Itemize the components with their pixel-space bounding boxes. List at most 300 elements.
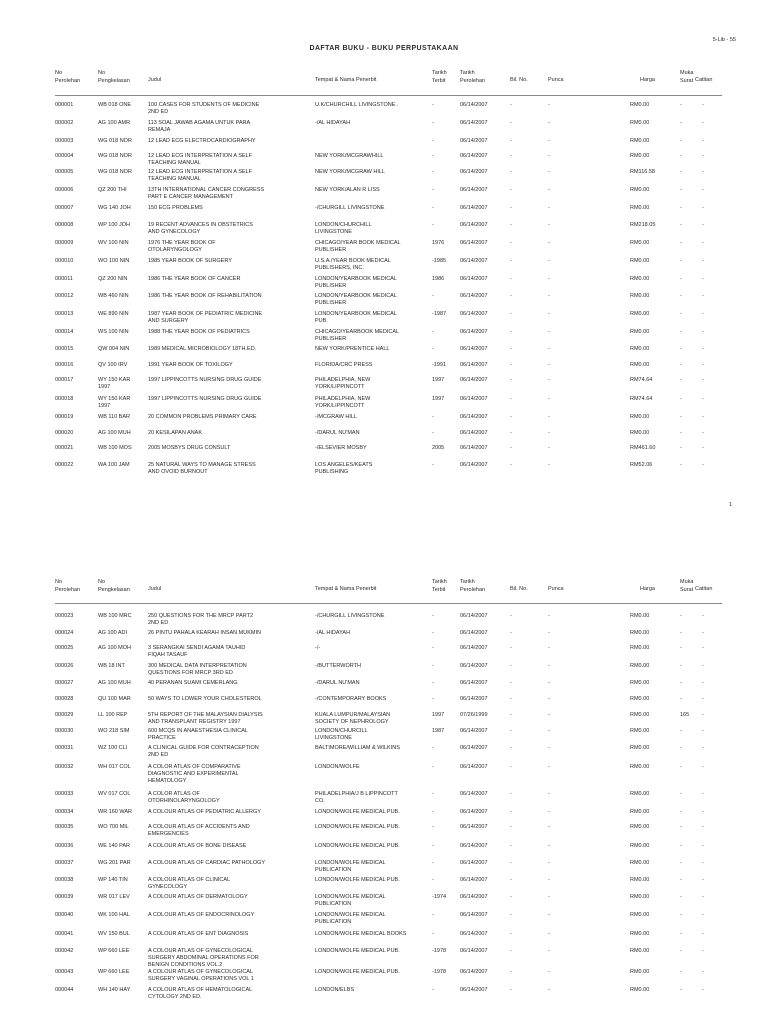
- cell-tarikh-terbit: -: [432, 791, 434, 797]
- cell-muka-surat: -: [680, 764, 682, 770]
- cell-harga: RM0.00: [630, 240, 650, 246]
- cell-muka-surat: -: [680, 843, 682, 849]
- cell-judul: 1986 THE YEAR BOOK OF CANCER: [148, 276, 241, 282]
- cell-tarikh-perolehan: 06/14/2007: [460, 877, 488, 883]
- cell-no-pengkelasan: WP 660 LEE: [98, 948, 130, 954]
- cell-judul: A COLOUR ATLAS OF CLINICAL GYNECOLOGY: [148, 877, 231, 891]
- cell-muka-surat: -: [680, 153, 682, 159]
- cell-bil-no: -: [510, 824, 512, 830]
- cell-harga: RM0.00: [630, 329, 650, 335]
- cell-punca: -: [548, 712, 550, 718]
- cell-judul: 1976 THE YEAR BOOK OF OTOLARYNGOLOGY: [148, 240, 216, 254]
- cell-no-perolehan: 000043: [55, 969, 74, 975]
- cell-tarikh-terbit: 1997: [432, 396, 445, 402]
- cell-muka-surat: -: [680, 377, 682, 383]
- cell-no-pengkelasan: WV 100 NIN: [98, 240, 129, 246]
- cell-tarikh-terbit: -: [432, 222, 434, 228]
- cell-tarikh-terbit: -: [432, 153, 434, 159]
- cell-bil-no: -: [510, 894, 512, 900]
- cell-no-pengkelasan: WV 150 BUL: [98, 931, 130, 937]
- cell-catitan: -: [702, 860, 704, 866]
- cell-no-perolehan: 000033: [55, 791, 74, 797]
- cell-punca: -: [548, 120, 550, 126]
- cell-punca: -: [548, 969, 550, 975]
- cell-judul: A COLOUR ATLAS OF ENDOCRINOLOGY: [148, 912, 255, 918]
- cell-catitan: -: [702, 258, 704, 264]
- cell-no-pengkelasan: WV 017 COL: [98, 791, 131, 797]
- cell-catitan: -: [702, 293, 704, 299]
- header-tarikh-perolehan: Tarikh Perolehan: [460, 70, 486, 84]
- cell-judul: A COLOUR ATLAS OF BONE DISEASE: [148, 843, 247, 849]
- cell-no-perolehan: 000038: [55, 877, 74, 883]
- cell-judul: 19 RECENT ADVANCES IN OBSTETRICS AND GYNECOLOGY: [148, 222, 253, 236]
- cell-punca: -: [548, 102, 550, 108]
- header-harga: Harga: [640, 586, 655, 592]
- cell-no-pengkelasan: WO 100 NIN: [98, 258, 130, 264]
- cell-muka-surat: -: [680, 630, 682, 636]
- cell-tarikh-terbit: -: [432, 120, 434, 126]
- cell-penerbit: CHICAGO/YEAR BOOK MEDICAL PUBLISHER: [315, 240, 401, 254]
- cell-punca: -: [548, 430, 550, 436]
- cell-bil-no: -: [510, 764, 512, 770]
- cell-no-pengkelasan: WG 018 NOR: [98, 153, 132, 159]
- cell-tarikh-perolehan: 06/14/2007: [460, 293, 488, 299]
- cell-catitan: -: [702, 630, 704, 636]
- cell-no-perolehan: 000040: [55, 912, 74, 918]
- cell-bil-no: -: [510, 969, 512, 975]
- cell-punca: -: [548, 680, 550, 686]
- cell-no-perolehan: 000037: [55, 860, 74, 866]
- cell-punca: -: [548, 912, 550, 918]
- cell-muka-surat: -: [680, 293, 682, 299]
- cell-catitan: -: [702, 764, 704, 770]
- cell-harga: RM0.00: [630, 430, 650, 436]
- cell-muka-surat: -: [680, 613, 682, 619]
- cell-penerbit: LONDON/CHURCILL LIVINGSTONE: [315, 728, 368, 742]
- cell-punca: -: [548, 645, 550, 651]
- cell-judul: 13TH INTERNATIONAL CANCER CONGRESS PART E CANCER MANAGEMENT: [148, 187, 265, 201]
- cell-harga: RM0.00: [630, 613, 650, 619]
- cell-tarikh-terbit: -: [432, 613, 434, 619]
- cell-tarikh-perolehan: 06/14/2007: [460, 120, 488, 126]
- cell-penerbit: -/CHURGILL LIVINGSTONE: [315, 205, 385, 211]
- header-muka-surat: Muka Surat: [680, 579, 694, 593]
- cell-tarikh-perolehan: 06/14/2007: [460, 430, 488, 436]
- cell-penerbit: LONDON/YEARBOOK MEDICAL PUB.: [315, 311, 397, 325]
- cell-catitan: -: [702, 205, 704, 211]
- cell-harga: RM0.00: [630, 205, 650, 211]
- cell-no-perolehan: 000014: [55, 329, 74, 335]
- cell-judul: 2005 MOSBYS DRUG CONSULT: [148, 445, 231, 451]
- cell-punca: -: [548, 877, 550, 883]
- cell-muka-surat: -: [680, 791, 682, 797]
- cell-harga: RM218.05: [630, 222, 656, 228]
- cell-muka-surat: 165: [680, 712, 690, 718]
- cell-no-perolehan: 000035: [55, 824, 74, 830]
- cell-tarikh-perolehan: 06/14/2007: [460, 645, 488, 651]
- cell-no-pengkelasan: QU 100 MAR: [98, 696, 131, 702]
- cell-judul: 20 COMMON PROBLEMS PRIMARY CARE: [148, 414, 257, 420]
- cell-harga: RM52.06: [630, 462, 653, 468]
- cell-no-perolehan: 000027: [55, 680, 74, 686]
- cell-bil-no: -: [510, 240, 512, 246]
- cell-punca: -: [548, 745, 550, 751]
- cell-tarikh-terbit: -: [432, 824, 434, 830]
- cell-no-pengkelasan: LL 100 REP: [98, 712, 128, 718]
- cell-harga: RM0.00: [630, 696, 650, 702]
- cell-no-pengkelasan: WG 018 NOR: [98, 138, 132, 144]
- cell-tarikh-perolehan: 06/14/2007: [460, 680, 488, 686]
- cell-penerbit: LONDON/WOLFE MEDICAL PUB.: [315, 877, 400, 883]
- cell-tarikh-perolehan: 06/14/2007: [460, 894, 488, 900]
- cell-muka-surat: -: [680, 222, 682, 228]
- cell-catitan: -: [702, 102, 704, 108]
- cell-penerbit: PHILADELPHIA, NEW YORK/LIPPINCOTT: [315, 377, 371, 391]
- cell-harga: RM0.00: [630, 764, 650, 770]
- cell-tarikh-perolehan: 06/14/2007: [460, 362, 488, 368]
- cell-penerbit: LONDON/WOLFE MEDICAL PUB.: [315, 824, 400, 830]
- cell-penerbit: U.S.A./YEAR BOOK MEDICAL PUBLISHERS, INC.: [315, 258, 391, 272]
- cell-no-pengkelasan: AG 100 MUH: [98, 430, 131, 436]
- cell-no-perolehan: 000036: [55, 843, 74, 849]
- header-harga: Harga: [640, 77, 655, 83]
- cell-bil-no: -: [510, 912, 512, 918]
- cell-punca: -: [548, 276, 550, 282]
- cell-penerbit: LOS ANGELES/KEATS PUBLISHING: [315, 462, 373, 476]
- cell-no-pengkelasan: WR 017 LEV: [98, 894, 130, 900]
- cell-punca: -: [548, 445, 550, 451]
- cell-no-pengkelasan: QZ 200 NIN: [98, 276, 128, 282]
- cell-punca: -: [548, 764, 550, 770]
- cell-penerbit: -/ELSEVIER MOSBY: [315, 445, 367, 451]
- cell-bil-no: -: [510, 362, 512, 368]
- cell-no-perolehan: 000018: [55, 396, 74, 402]
- cell-bil-no: -: [510, 680, 512, 686]
- cell-no-pengkelasan: AG 100 MUH: [98, 680, 131, 686]
- cell-tarikh-terbit: 1986: [432, 276, 445, 282]
- cell-bil-no: -: [510, 120, 512, 126]
- cell-catitan: -: [702, 663, 704, 669]
- cell-harga: RM0.00: [630, 293, 650, 299]
- cell-penerbit: U.K/CHURCHILL LIVINGSTONE .: [315, 102, 399, 108]
- cell-tarikh-terbit: -: [432, 414, 434, 420]
- cell-judul: A COLOUR ATLAS OF GYNECOLOGICAL SURGERY VAGINAL OPERATIONS VOL 1: [148, 969, 254, 983]
- cell-bil-no: -: [510, 153, 512, 159]
- cell-harga: RM0.00: [630, 728, 650, 734]
- cell-no-perolehan: 000013: [55, 311, 74, 317]
- cell-no-perolehan: 000042: [55, 948, 74, 954]
- cell-no-perolehan: 000015: [55, 346, 74, 352]
- cell-judul: 600 MCQS IN ANAESTHESIA CLINICAL PRACTICE: [148, 728, 248, 742]
- cell-judul: 5TH REPORT OF THE MALAYSIAN DIALYSIS AND TRANSPLANT REGISTRY 1997: [148, 712, 263, 726]
- cell-punca: -: [548, 187, 550, 193]
- cell-no-perolehan: 000031: [55, 745, 74, 751]
- cell-tarikh-perolehan: 06/14/2007: [460, 791, 488, 797]
- cell-harga: RM0.00: [630, 948, 650, 954]
- cell-catitan: -: [702, 430, 704, 436]
- cell-penerbit: NEW YORK/PRENTICE HALL: [315, 346, 390, 352]
- cell-catitan: -: [702, 728, 704, 734]
- cell-catitan: -: [702, 809, 704, 815]
- cell-punca: -: [548, 843, 550, 849]
- cell-catitan: -: [702, 445, 704, 451]
- cell-bil-no: -: [510, 276, 512, 282]
- cell-tarikh-terbit: -: [432, 745, 434, 751]
- table-header: [0, 579, 768, 603]
- cell-no-perolehan: 000024: [55, 630, 74, 636]
- cell-tarikh-terbit: -1991: [432, 362, 447, 368]
- cell-tarikh-terbit: -: [432, 293, 434, 299]
- cell-tarikh-terbit: -: [432, 138, 434, 144]
- cell-no-perolehan: 000041: [55, 931, 74, 937]
- cell-no-perolehan: 000010: [55, 258, 74, 264]
- cell-muka-surat: -: [680, 696, 682, 702]
- cell-muka-surat: -: [680, 745, 682, 751]
- cell-no-perolehan: 000017: [55, 377, 74, 383]
- cell-harga: RM0.00: [630, 276, 650, 282]
- cell-catitan: -: [702, 745, 704, 751]
- cell-judul: A CLINICAL GUIDE FOR CONTRACEPTION 2ND ED: [148, 745, 259, 759]
- cell-no-perolehan: 000001: [55, 102, 74, 108]
- cell-no-perolehan: 000006: [55, 187, 74, 193]
- cell-tarikh-perolehan: 06/14/2007: [460, 764, 488, 770]
- cell-catitan: -: [702, 311, 704, 317]
- cell-penerbit: -/-: [315, 645, 321, 651]
- cell-tarikh-terbit: -1978: [432, 969, 447, 975]
- cell-bil-no: -: [510, 377, 512, 383]
- cell-punca: -: [548, 396, 550, 402]
- cell-judul: 3 SERANGKAI SENDI AGAMA TAUHID FIQAH TASAUF: [148, 645, 246, 659]
- cell-no-pengkelasan: WB 18 INT: [98, 663, 125, 669]
- cell-harga: RM0.00: [630, 153, 650, 159]
- cell-punca: -: [548, 329, 550, 335]
- cell-tarikh-terbit: -: [432, 462, 434, 468]
- cell-catitan: -: [702, 680, 704, 686]
- cell-punca: -: [548, 205, 550, 211]
- cell-tarikh-terbit: -: [432, 187, 434, 193]
- cell-tarikh-perolehan: 06/14/2007: [460, 138, 488, 144]
- cell-catitan: -: [702, 169, 704, 175]
- cell-tarikh-terbit: -: [432, 630, 434, 636]
- cell-judul: 1997 LIPPINCOTTS NURSING DRUG GUIDE: [148, 396, 262, 402]
- cell-tarikh-terbit: -: [432, 102, 434, 108]
- cell-tarikh-perolehan: 06/14/2007: [460, 222, 488, 228]
- cell-no-perolehan: 000032: [55, 764, 74, 770]
- cell-judul: 12 LEAD ECG INTERPRETATION A SELF TEACHING MANUAL: [148, 153, 253, 167]
- cell-muka-surat: -: [680, 240, 682, 246]
- cell-bil-no: -: [510, 663, 512, 669]
- cell-tarikh-perolehan: 06/14/2007: [460, 696, 488, 702]
- cell-muka-surat: -: [680, 987, 682, 993]
- cell-no-pengkelasan: WP 660 LEE: [98, 969, 130, 975]
- cell-tarikh-perolehan: 06/14/2007: [460, 153, 488, 159]
- cell-penerbit: NEW YORK/ALAN R LISS: [315, 187, 380, 193]
- cell-judul: 1986 THE YEAR BOOK OF REHABILITATION: [148, 293, 262, 299]
- cell-harga: RM0.00: [630, 258, 650, 264]
- cell-harga: RM0.00: [630, 102, 650, 108]
- cell-no-pengkelasan: WE 140 PAR: [98, 843, 130, 849]
- cell-judul: 250 QUESTIONS FOR THE MRCP PART2 2ND ED: [148, 613, 254, 627]
- cell-judul: 113 SOAL JAWAB AGAMA UNTUK PARA REMAJA: [148, 120, 251, 134]
- cell-bil-no: -: [510, 462, 512, 468]
- cell-punca: -: [548, 311, 550, 317]
- cell-muka-surat: -: [680, 824, 682, 830]
- cell-tarikh-perolehan: 06/14/2007: [460, 205, 488, 211]
- cell-bil-no: -: [510, 728, 512, 734]
- cell-no-perolehan: 000011: [55, 276, 73, 282]
- cell-bil-no: -: [510, 630, 512, 636]
- cell-harga: RM0.00: [630, 138, 650, 144]
- header-tarikh-perolehan: Tarikh Perolehan: [460, 579, 486, 593]
- cell-no-perolehan: 000029: [55, 712, 74, 718]
- cell-tarikh-perolehan: 06/14/2007: [460, 663, 488, 669]
- cell-tarikh-terbit: -: [432, 169, 434, 175]
- cell-no-pengkelasan: WP 100 JOH: [98, 222, 130, 228]
- cell-penerbit: -/AL HIDAYAH: [315, 630, 351, 636]
- cell-tarikh-terbit: -: [432, 696, 434, 702]
- cell-no-perolehan: 000025: [55, 645, 74, 651]
- cell-tarikh-perolehan: 06/14/2007: [460, 414, 488, 420]
- cell-harga: RM0.00: [630, 362, 650, 368]
- cell-judul: 150 ECG PROBLEMS: [148, 205, 203, 211]
- cell-bil-no: -: [510, 258, 512, 264]
- cell-judul: A COLOUR ATLAS OF DERMATOLOGY: [148, 894, 248, 900]
- cell-penerbit: -/CONTEMPORARY BOOKS: [315, 696, 387, 702]
- cell-judul: 1991 YEAR BOOK OF TOXILOGY: [148, 362, 233, 368]
- cell-punca: -: [548, 346, 550, 352]
- cell-tarikh-perolehan: 06/14/2007: [460, 346, 488, 352]
- cell-penerbit: BALTIMORE/WILLIAM & WILKINS: [315, 745, 400, 751]
- cell-tarikh-perolehan: 07/26/1999: [460, 712, 488, 718]
- cell-bil-no: -: [510, 931, 512, 937]
- header-no-pengkelasan: No Pengkelasan: [98, 579, 130, 593]
- cell-harga: RM0.00: [630, 912, 650, 918]
- cell-muka-surat: -: [680, 396, 682, 402]
- cell-no-pengkelasan: WG 140 JOH: [98, 205, 131, 211]
- cell-harga: RM0.00: [630, 120, 650, 126]
- cell-harga: RM461.60: [630, 445, 656, 451]
- cell-tarikh-perolehan: 06/14/2007: [460, 931, 488, 937]
- cell-catitan: -: [702, 120, 704, 126]
- cell-tarikh-terbit: -1985: [432, 258, 447, 264]
- cell-bil-no: -: [510, 311, 512, 317]
- cell-penerbit: PHILADELPHIA/J B LIPPINCOTT CO.: [315, 791, 398, 805]
- footer-page-number: 1: [728, 502, 732, 508]
- header-catitan: Catitan: [695, 77, 713, 83]
- cell-tarikh-perolehan: 06/14/2007: [460, 809, 488, 815]
- cell-no-perolehan: 000012: [55, 293, 74, 299]
- cell-no-perolehan: 000009: [55, 240, 74, 246]
- cell-penerbit: NEW YORK/MCGRAWHILL: [315, 153, 384, 159]
- cell-judul: 1987 YEAR BOOK OF PEDIATRIC MEDICINE AND SURGERY: [148, 311, 263, 325]
- cell-tarikh-terbit: 2005: [432, 445, 445, 451]
- cell-no-pengkelasan: WH 017 COL: [98, 764, 131, 770]
- cell-harga: RM0.00: [630, 187, 650, 193]
- cell-catitan: -: [702, 894, 704, 900]
- cell-penerbit: KUALA LUMPUR/MALAYSIAN SOCIETY OF NEPHROLOGY: [315, 712, 391, 726]
- cell-judul: 1989 MEDICAL MICROBIOLOGY 18TH.ED.: [148, 346, 257, 352]
- cell-catitan: -: [702, 138, 704, 144]
- cell-no-perolehan: 000026: [55, 663, 74, 669]
- cell-no-perolehan: 000020: [55, 430, 74, 436]
- cell-no-pengkelasan: WK 100 HAL: [98, 912, 130, 918]
- cell-punca: -: [548, 362, 550, 368]
- cell-punca: -: [548, 293, 550, 299]
- cell-tarikh-perolehan: 06/14/2007: [460, 824, 488, 830]
- cell-catitan: -: [702, 843, 704, 849]
- cell-punca: -: [548, 987, 550, 993]
- cell-punca: -: [548, 169, 550, 175]
- cell-tarikh-perolehan: 06/14/2007: [460, 462, 488, 468]
- cell-catitan: -: [702, 948, 704, 954]
- cell-judul: 100 CASES FOR STUDENTS OF MEDICINE 2ND ED: [148, 102, 260, 116]
- cell-no-perolehan: 000034: [55, 809, 74, 815]
- cell-no-perolehan: 000004: [55, 153, 74, 159]
- cell-punca: -: [548, 138, 550, 144]
- cell-harga: RM0.00: [630, 860, 650, 866]
- cell-penerbit: -/AL HIDAYAH: [315, 120, 351, 126]
- cell-penerbit: -/BUTTERWORTH: [315, 663, 361, 669]
- cell-catitan: -: [702, 346, 704, 352]
- cell-no-pengkelasan: QW 004 NIN: [98, 346, 130, 352]
- header-bil-no: Bil. No.: [510, 586, 528, 592]
- cell-catitan: -: [702, 329, 704, 335]
- cell-harga: RM116.58: [630, 169, 655, 175]
- cell-harga: RM0.00: [630, 680, 650, 686]
- cell-muka-surat: -: [680, 311, 682, 317]
- cell-judul: A COLOUR ATLAS OF PEDIATRIC ALLERGY: [148, 809, 261, 815]
- cell-muka-surat: -: [680, 346, 682, 352]
- cell-harga: RM0.00: [630, 894, 650, 900]
- cell-muka-surat: -: [680, 258, 682, 264]
- cell-no-pengkelasan: WB 460 NIN: [98, 293, 129, 299]
- cell-tarikh-terbit: -: [432, 346, 434, 352]
- cell-no-perolehan: 000039: [55, 894, 74, 900]
- cell-catitan: -: [702, 377, 704, 383]
- cell-penerbit: LONDON/WOLFE MEDICAL PUBLICATION: [315, 894, 386, 908]
- cell-judul: 1997 LIPPINCOTTS NURSING DRUG GUIDE: [148, 377, 262, 383]
- cell-judul: 1985 YEAR BOOK OF SURGERY: [148, 258, 232, 264]
- cell-harga: RM0.00: [630, 969, 650, 975]
- cell-tarikh-terbit: -: [432, 860, 434, 866]
- cell-catitan: -: [702, 276, 704, 282]
- cell-judul: 12 LEAD ECG ELECTROCARDIOGRAPHY: [148, 138, 256, 144]
- cell-harga: RM0.00: [630, 630, 650, 636]
- cell-penerbit: PHILADELPHIA, NEW YORK/LIPPINCOTT: [315, 396, 371, 410]
- cell-bil-no: -: [510, 102, 512, 108]
- cell-bil-no: -: [510, 613, 512, 619]
- cell-penerbit: -/DARUL NU'MAN: [315, 680, 360, 686]
- cell-no-perolehan: 000002: [55, 120, 74, 126]
- cell-no-pengkelasan: WR 160 WAR: [98, 809, 133, 815]
- cell-punca: -: [548, 824, 550, 830]
- cell-tarikh-terbit: -: [432, 430, 434, 436]
- cell-catitan: -: [702, 712, 704, 718]
- cell-no-pengkelasan: AG 100 ADI: [98, 630, 128, 636]
- header-no-perolehan: No Perolehan: [55, 70, 81, 84]
- cell-punca: -: [548, 860, 550, 866]
- cell-tarikh-perolehan: 06/14/2007: [460, 745, 488, 751]
- cell-penerbit: LONDON/ELBS: [315, 987, 355, 993]
- cell-tarikh-perolehan: 06/14/2007: [460, 329, 488, 335]
- cell-punca: -: [548, 728, 550, 734]
- cell-harga: RM0.00: [630, 791, 650, 797]
- cell-catitan: -: [702, 153, 704, 159]
- cell-no-pengkelasan: WE 890 NIN: [98, 311, 129, 317]
- cell-bil-no: -: [510, 987, 512, 993]
- cell-judul: 1988 THE YEAR BOOK OF PEDIATRICS: [148, 329, 250, 335]
- cell-judul: A COLOUR ATLAS OF CARDIAC PATHOLOGY: [148, 860, 266, 866]
